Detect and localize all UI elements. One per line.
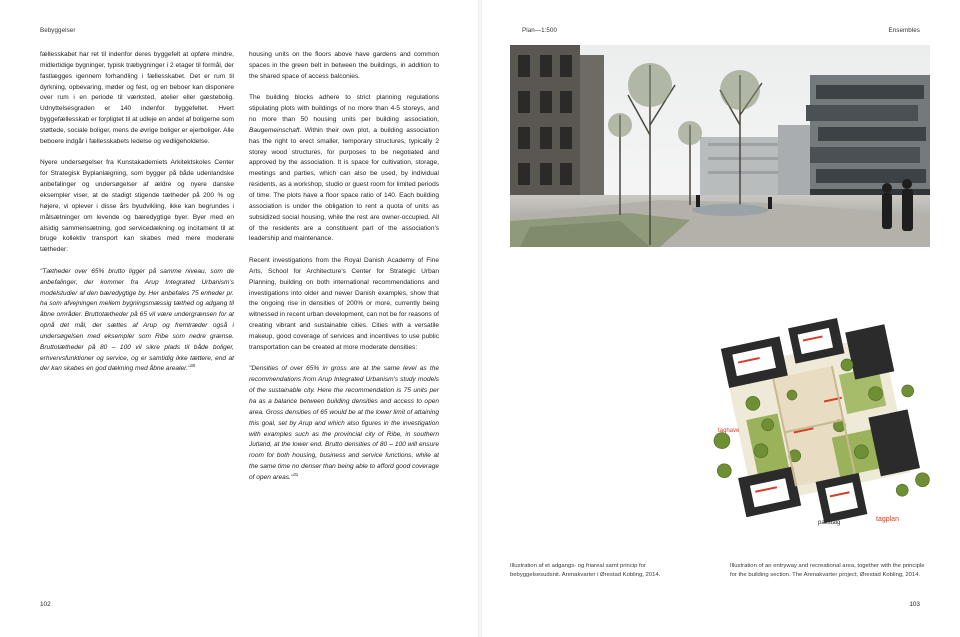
running-head-left-page: Bebyggelser: [40, 27, 76, 34]
footnote-ref: 30: [190, 363, 196, 369]
paragraph: housing units on the floors above have gardens and common spaces in the green belt in between the buildings, in addition to the shared space of access balconies.: [249, 51, 439, 80]
page-number-left: 102: [40, 601, 51, 608]
paragraph: fællesskabet har ret til indenfor deres byggefelt at opføre mindre, midlertidige bygninger, typisk træbygninger i 2 etager til formål, der fastlægges igennem forhandling i fællesskabet. Det er rum til dyrkning, opbevaring, møder og fest, og en beboer kan disponere over rum i en periode til værksted, atelier eller gæstebolig. Udnyttelsesgraden er 140 indenfor byggefeltet. Hvert byggefællesskab er forpligtet til at udleje en andel af boligerne som støttede, sociale boliger, mens de øvrige boliger er ejerboliger. Alle beboere indgår i fællesskabets ledelse og vedligeholdelse.: [40, 51, 234, 145]
caption-english: Illustration of an entryway and recreational area, together with the principle for the building section. The Arenakvarter project, Ørestad Kobling, 2014.: [730, 563, 925, 579]
book-gutter: [478, 0, 482, 637]
site-plan-illustration: [708, 310, 930, 532]
quote-text: "Densities of over 65% in gross are at the same level as the recommendations from Arup Integrated Urbanism's study models of the sustainable city. Here the recommendation is 75 units per ha as a balance between building densities and access to open area. Gross densities of 65 would be at the lower limit of attaining this goal, set by Arup and which also figures in the investigation with examples such as the provincial city of Ribe, in southern Jutland, at the lower end. Brutto densities of 80 – 100 will ensure room for both housing, business and service functions, while at the same time no denser than being able to afford good coverage of open areas.": [249, 365, 439, 481]
plan-label-tagplan: tagplan: [876, 516, 899, 523]
caption-danish: Illustration af et adgangs- og friareal samt princip for bebyggelsesudsnit. Arenakvarter i Ørestad Kobling, 2014.: [510, 563, 661, 579]
paragraph: Recent investigations from the Royal Danish Academy of Fine Arts, School for Architecture's Center for Strategic Urban Planning, building on both international recommendations and investigations into older and newer Danish examples, show that the ongoing rise in densities of 200% or more, currently being witnessed in recent urban development, can not be for reasons of creating vibrant and sustainable cities. Cities with a versatile makeup, good coverage of services and incentives to use public transportation can be created at more moderate densities:: [249, 257, 439, 351]
paragraph: [249, 93, 439, 245]
quote-paragraph: [249, 364, 439, 483]
plan-label-pakstalg: pakstalg: [818, 520, 841, 526]
quote-text: "Tætheder over 65% brutto ligger på samme niveau, som de anbefalinger, der kommer fra Arup Integrated Urbanism's modelstudier af den bæredygtige by. Her anbefales 75 enheder pr. ha som afvejningen mellem bygningsmæssig tæthed og adgang til åbne områder. Bruttotætheder på 65 vil være undergrænsen for at opnå det mål, der sættes af Arup og fremtræder også i undersøgelsen med eksempler som Ribe som nedre grænse. Bruttotætheder på 80 – 100 vil sikre plads til både boliger, erhvervsfunktioner og service, og er samtidig ikke tættere, end at der kan skabes en god dækning med åbne arealer.": [40, 267, 234, 373]
left-page-column-english: [249, 50, 439, 484]
running-head-plan-scale: Plan—1:500: [522, 27, 558, 34]
site-plan-drawing: [708, 310, 930, 532]
rendering-illustration: [510, 45, 930, 247]
footnote-ref: 31: [293, 471, 299, 477]
text-run: The building blocks adhere to strict planning regulations stipulating plots with buildings of no more than 4-5 storeys, and no more than 50 housing units per building association,: [249, 94, 439, 124]
plan-label-taghave: taghave: [718, 428, 740, 434]
architectural-rendering-image: [510, 45, 930, 247]
left-page-column-danish: [40, 50, 234, 386]
paragraph: Nyere undersøgelser fra Kunstakademiets Arkitektskoles Center for Strategisk Byplanlægning, som bygger på både udenlandske anbefalinger og undersøgelser af ældre og nyere danske eksempler viser, at de stadigt stigende tætheder på 200 % og højere, vi oplever i disse års byudvikling, ikke kan begrundes i målsætninger om levende og bæredygtige byer. Byer med en alsidig sammensætning, god servicedækning og incitament til at bruge kollektiv transport kan skabes med mere moderate tætheder:: [40, 159, 234, 254]
text-run: . Within their own plot, a building association has the right to erect smaller, temporary structures, typically 2 storey wood structures, for purposes to be negotiated and approved by the association. It is space for cultivation, storage, meetings and parties, which can also be used, by individual residents, as a workshop, studio or guest room for limited periods of time. The plots have a floor space ratio of 140. Each building association is under the obligation to rent a quota of units as subsidized social housing, while the rest are owner-occupied. All of the residents are a constituent part of the association's leadership and maintenance.: [249, 126, 439, 243]
running-head-right-page: Ensembles: [888, 27, 920, 34]
page-number-right: 103: [909, 601, 920, 608]
german-term: Baugemeinschaft: [249, 126, 300, 134]
quote-paragraph: [40, 267, 234, 375]
